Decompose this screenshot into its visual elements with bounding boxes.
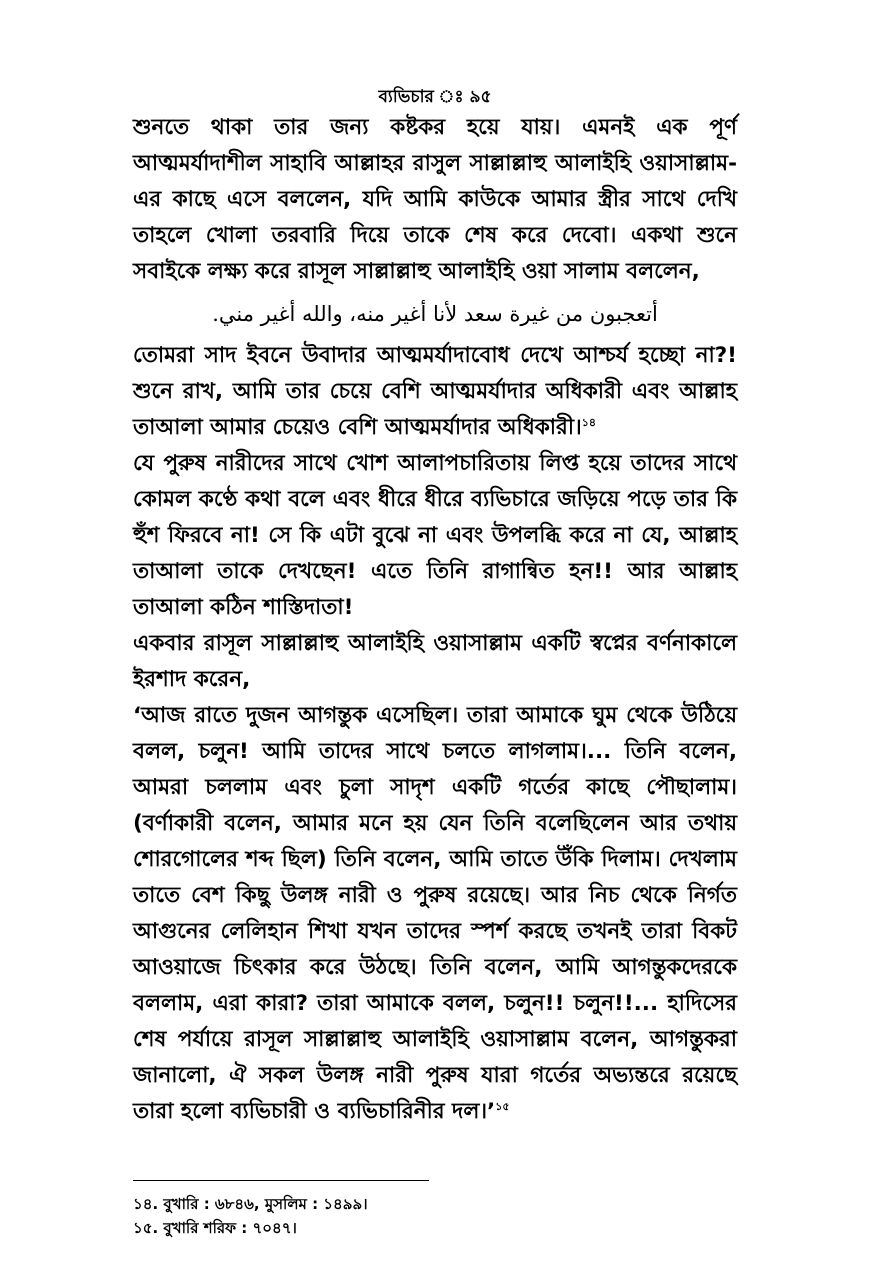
- body-text: [133, 110, 737, 1130]
- footnotes: [133, 1192, 737, 1240]
- footnote-ref-15[interactable]: ১৫: [495, 1099, 510, 1113]
- paragraph-5-text: ‘আজ রাতে দুজন আগন্তুক এসেছিল। তারা আমাকে ঘুম থেকে উঠিয়ে বলল, চলুন! আমি তাদের সাথে চলতে লাগলাম।... তিনি বলেন, আমরা চললাম এবং চুলা সাদৃশ একটি গর্তের কাছে পৌছালাম। (বর্ণাকারী বলেন, আমার মনে হয় যেন তিনি বলেছিলেন আর তথায় শোরগোলের শব্দ ছিল) তিনি বলেন, আমি তাতে উঁকি দিলাম। দেখলাম তাতে বেশ কিছু উলঙ্গ নারী ও পুরুষ রয়েছে। আর নিচ থেকে নির্গত আগুনের লেলিহান শিখা যখন তাদের স্পর্শ করছে তখনই তারা বিকট আওয়াজে চিৎকার করে উঠছে। তিনি বলেন, আমি আগন্তুকদেরকে বললাম, এরা কারা? তারা আমাকে বলল, চলুন!! চলুন!!... হাদিসের শেষ পর্যায়ে রাসূল সাল্লাল্লাহু আলাইহি ওয়াসাল্লাম বলেন, আগন্তুকরা জানালো, ঐ সকল উলঙ্গ নারী পুরুষ যারা গর্তের অভ্যন্তরে রয়েছে তারা হলো ব্যভিচারী ও ব্যভিচারিনীর দল।’: [133, 703, 737, 1124]
- paragraph-4: একবার রাসূল সাল্লাল্লাহু আলাইহি ওয়াসাল্লাম একটি স্বপ্নের বর্ণনাকালে ইরশাদ করেন,: [133, 631, 737, 692]
- running-head: ব্যভিচার ঃ ৯৫: [378, 87, 492, 107]
- footnote-ref-14[interactable]: ১৪: [581, 415, 596, 429]
- arabic-quote: أتعجبون من غيرة سعد لأنا أغير منه، والله أغير مني.: [212, 302, 658, 326]
- paragraph-5: [133, 698, 737, 1130]
- paragraph-2: [133, 338, 737, 446]
- paragraph-2-text: তোমরা সাদ ইবনে উবাদার আত্মমর্যাদাবোধ দেখে আশ্চর্য হচ্ছো না?! শুনে রাখ, আমি তার চেয়ে বেশি আত্মমর্যাদার অধিকারী এবং আল্লাহ তাআলা আমার চেয়েও বেশি আত্মমর্যাদার অধিকারী।: [133, 343, 737, 440]
- paragraph-3: যে পুরুষ নারীদের সাথে খোশ আলাপচারিতায় লিপ্ত হয়ে তাদের সাথে কোমল কণ্ঠে কথা বলে এবং ধীরে ধীরে ব্যভিচারে জড়িয়ে পড়ে তার কি হুঁশ ফিরবে না! সে কি এটা বুঝে না এবং উপলব্ধি করে না যে, আল্লাহ তাআলা তাকে দেখছেন! এতে তিনি রাগান্বিত হন!! আর আল্লাহ তাআলা কঠিন শাস্তিদাতা!: [133, 451, 737, 620]
- paragraph-1: শুনতে থাকা তার জন্য কষ্টকর হয়ে যায়। এমনই এক পূর্ণ আত্মমর্যাদাশীল সাহাবি আল্লাহর রাসুল সাল্লাল্লাহু আলাইহি ওয়াসাল্লাম-এর কাছে এসে বললেন, যদি আমি কাউকে আমার স্ত্রীর সাথে দেখি তাহলে খোলা তরবারি দিয়ে তাকে শেষ করে দেবো। একথা শুনে সবাইকে লক্ষ্য করে রাসূল সাল্লাল্লাহু আলাইহি ওয়া সালাম বললেন,: [133, 115, 737, 284]
- footnote-divider: [133, 1180, 429, 1181]
- footnote-14: ১৪. বুখারি : ৬৮৪৬, মুসলিম : ১৪৯৯।: [133, 1195, 368, 1213]
- footnote-15: ১৫. বুখারি শরিফ : ৭০৪৭।: [133, 1219, 297, 1237]
